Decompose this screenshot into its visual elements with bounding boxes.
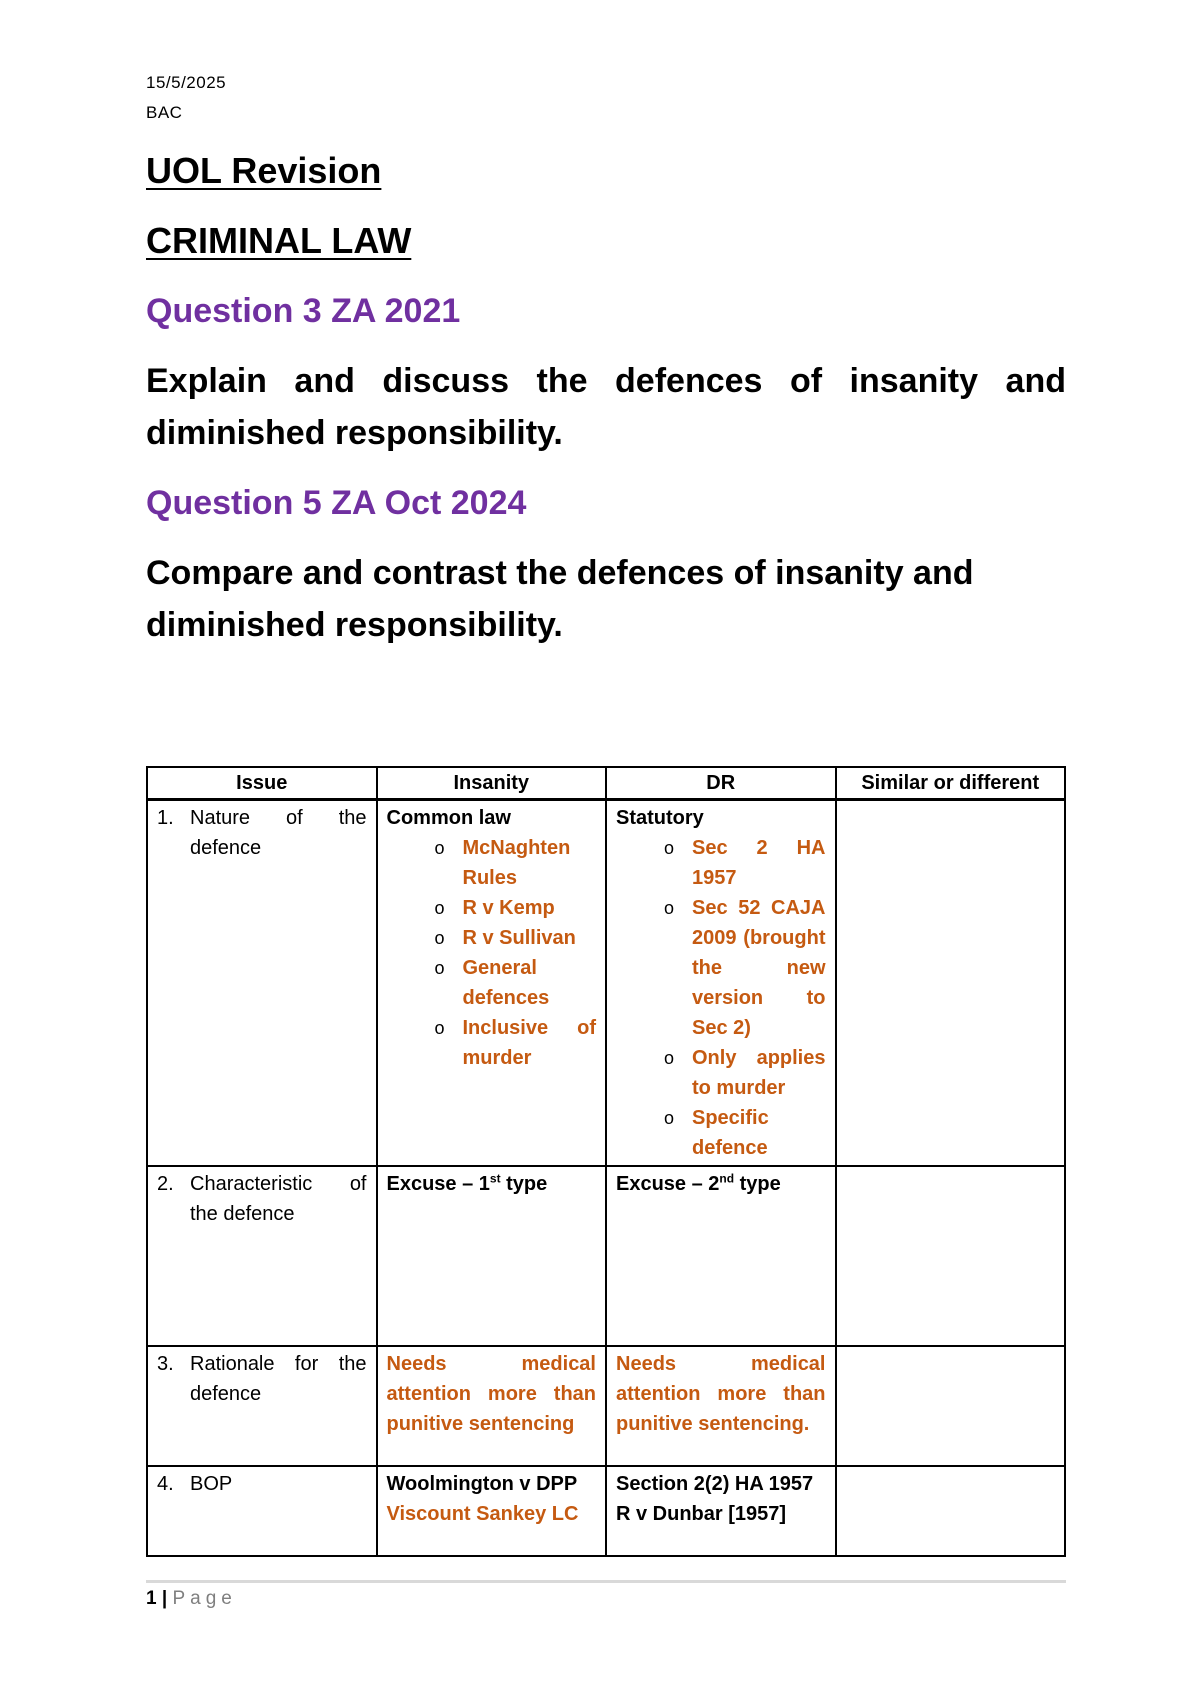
issue-text: Characteristic of the defence	[190, 1173, 367, 1225]
similar-cell	[836, 1166, 1066, 1346]
table-header-row	[147, 767, 1065, 800]
issue-cell	[147, 1346, 377, 1466]
circle-bullet-icon: o	[663, 1048, 674, 1068]
issue-cell	[147, 800, 377, 1167]
question-1-label: Question 3 ZA 2021	[146, 292, 461, 330]
circle-bullet-icon: o	[434, 958, 445, 978]
list-item	[616, 833, 826, 893]
circle-bullet-icon: o	[663, 898, 674, 918]
list-item	[616, 1043, 826, 1103]
list-item	[616, 893, 826, 1043]
list-item-text: Sec 2 HA 1957	[692, 837, 826, 889]
page-footer	[146, 1588, 237, 1610]
header-initials: BAC	[146, 103, 183, 122]
subject-heading: CRIMINAL LAW	[146, 220, 412, 261]
list-item	[387, 953, 597, 1013]
header-date: 15/5/2025	[146, 73, 227, 92]
list-item	[387, 833, 597, 893]
footer-separator: |	[161, 1588, 168, 1609]
row-number: 3.	[157, 1353, 174, 1375]
table-row	[147, 1466, 1065, 1556]
judge-name: Viscount Sankey LC	[386, 1503, 579, 1525]
header-issue: Issue	[147, 767, 377, 800]
issue-text: Rationale for the defence	[190, 1353, 367, 1405]
dr-cell	[606, 1166, 836, 1346]
header-insanity: Insanity	[377, 767, 607, 800]
dr-cell	[606, 1466, 836, 1556]
case-name: Woolmington v DPP	[386, 1473, 578, 1495]
dr-cell: Needs medical attention more than punitive sentencing.	[606, 1346, 836, 1466]
list-item-text: Only applies to murder	[692, 1047, 826, 1099]
case-name: R v Dunbar [1957]	[616, 1503, 787, 1525]
document-title: UOL Revision	[146, 150, 382, 191]
row-number: 1.	[157, 807, 174, 829]
table-row	[147, 1346, 1065, 1466]
insanity-heading: Common law	[386, 807, 511, 829]
list-item-text: R v Sullivan	[462, 927, 576, 949]
list-item	[387, 893, 597, 923]
footer-divider	[146, 1580, 1066, 1583]
list-item-text: R v Kemp	[462, 897, 555, 919]
question-1-text: Explain and discuss the defences of insanity and diminished responsibility.	[146, 362, 1066, 452]
list-item-text: Specific defence	[692, 1107, 769, 1159]
list-item	[387, 1013, 597, 1073]
insanity-list	[387, 833, 597, 1073]
table-row	[147, 800, 1065, 1167]
circle-bullet-icon: o	[434, 838, 445, 858]
insanity-cell	[377, 1466, 607, 1556]
question-2-label: Question 5 ZA Oct 2024	[146, 484, 527, 522]
row-number: 2.	[157, 1173, 174, 1195]
ordinal-suffix: st	[489, 1171, 501, 1186]
statute-reference: Section 2(2) HA 1957	[616, 1473, 814, 1495]
list-item-text: McNaghten Rules	[462, 837, 571, 889]
header-similar-or-different: Similar or different	[836, 767, 1066, 800]
list-item-text: General defences	[462, 957, 550, 1009]
circle-bullet-icon: o	[434, 1018, 445, 1038]
type-text: type	[734, 1173, 781, 1195]
excuse-text: Excuse – 2	[616, 1173, 720, 1195]
insanity-cell	[377, 1166, 607, 1346]
issue-text: Nature of the defence	[190, 807, 367, 859]
circle-bullet-icon: o	[663, 838, 674, 858]
circle-bullet-icon: o	[663, 1108, 674, 1128]
dr-cell	[606, 800, 836, 1167]
page-number: 1	[146, 1588, 157, 1609]
similar-cell	[836, 1466, 1066, 1556]
issue-cell	[147, 1466, 377, 1556]
table-row	[147, 1166, 1065, 1346]
comparison-table	[146, 766, 1066, 1557]
insanity-cell	[377, 800, 607, 1167]
row-number: 4.	[157, 1473, 174, 1495]
dr-heading: Statutory	[616, 807, 704, 829]
insanity-cell: Needs medical attention more than punitive sentencing	[377, 1346, 607, 1466]
header-dr: DR	[606, 767, 836, 800]
circle-bullet-icon: o	[434, 898, 445, 918]
circle-bullet-icon: o	[434, 928, 445, 948]
question-2-text: Compare and contrast the defences of insanity and diminished responsibility.	[146, 554, 974, 644]
dr-list	[616, 833, 826, 1163]
list-item	[387, 923, 597, 953]
page-word: Page	[172, 1588, 237, 1609]
list-item-text: Inclusive of murder	[462, 1017, 596, 1069]
list-item	[616, 1103, 826, 1163]
list-item-text: Sec 52 CAJA 2009 (brought the new version to Sec 2)	[692, 897, 826, 1039]
ordinal-suffix: nd	[719, 1171, 735, 1186]
type-text: type	[500, 1173, 548, 1195]
issue-cell	[147, 1166, 377, 1346]
similar-cell	[836, 800, 1066, 1167]
excuse-text: Excuse – 1	[386, 1173, 490, 1195]
similar-cell	[836, 1346, 1066, 1466]
issue-text: BOP	[190, 1473, 233, 1495]
